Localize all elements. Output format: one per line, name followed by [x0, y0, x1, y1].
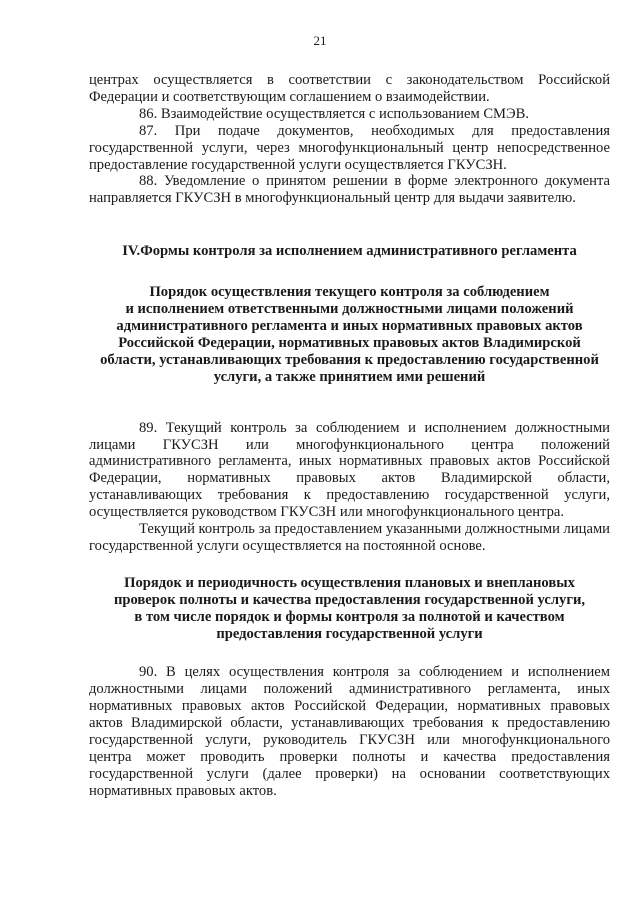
subheading-line: Порядок и периодичность осуществления плановых и внеплановых — [124, 574, 575, 591]
paragraph-89: 89. Текущий контроль за соблюдением и исполнением должностными лицами ГКУСЗН или многофункционального центра положений административного регламента, иных нормативных правовых актов Российской Федерации, нормативных правовых актов Владимирской области, устанавливающих требования к предоставлению государственной услуги, осуществляется руководством ГКУСЗН или многофункционального центра. — [89, 419, 610, 521]
section-heading: IV.Формы контроля за исполнением административного регламента — [122, 243, 577, 260]
subheading-line: Порядок осуществления текущего контроля за соблюдением — [149, 284, 550, 301]
paragraph-87: 87. При подаче документов, необходимых для предоставления государственной услуги, через многофункциональный центр непосредственное предоставление государственной услуги осуществляется ГКУСЗН. — [89, 122, 610, 173]
subheading-line: услуги, а также принятием ими решений — [213, 368, 486, 385]
paragraph-continuation: центрах осуществляется в соответствии с законодательством Российской Федерации и соответствующим соглашением о взаимодействии. — [89, 72, 610, 105]
paragraph-86: 86. Взаимодействие осуществляется с использованием СМЭВ. — [139, 105, 530, 122]
page-body — [89, 72, 610, 800]
subheading-line: в том числе порядок и формы контроля за полнотой и качеством — [134, 608, 565, 625]
paragraph-90: 90. В целях осуществления контроля за соблюдением и исполнением должностными лицами положений административного регламента, иных нормативных правовых актов Российской Федерации, нормативных правовых актов Владимирской области, устанавливающих требования к предоставлению государственной услуги, руководитель ГКУСЗН или многофункционального центра может проводить проверки полноты и качества предоставления государственной услуги (далее проверки) на основании соответствующих нормативных правовых актов. — [89, 664, 610, 799]
subheading-current-control — [89, 284, 610, 385]
subheading-line: и исполнением ответственными должностными лицами положений — [125, 301, 574, 318]
subheading-line: административного регламента и иных нормативных правовых актов — [116, 317, 583, 334]
subheading-line: области, устанавливающих требования к предоставлению государственной — [100, 351, 599, 368]
page-number: 21 — [313, 33, 327, 48]
subheading-line: предоставления государственной услуги — [216, 625, 483, 642]
paragraph-89-continued: Текущий контроль за предоставлением указанными должностными лицами государственной услуги осуществляется на постоянной основе. — [89, 521, 610, 554]
subheading-inspections — [89, 575, 610, 643]
subheading-line: Российской Федерации, нормативных правовых актов Владимирской — [118, 334, 581, 351]
paragraph-88: 88. Уведомление о принятом решении в форме электронного документа направляется ГКУСЗН в многофункциональный центр для выдачи заявителю. — [89, 173, 610, 207]
subheading-line: проверок полноты и качества предоставления государственной услуги, — [113, 591, 586, 608]
